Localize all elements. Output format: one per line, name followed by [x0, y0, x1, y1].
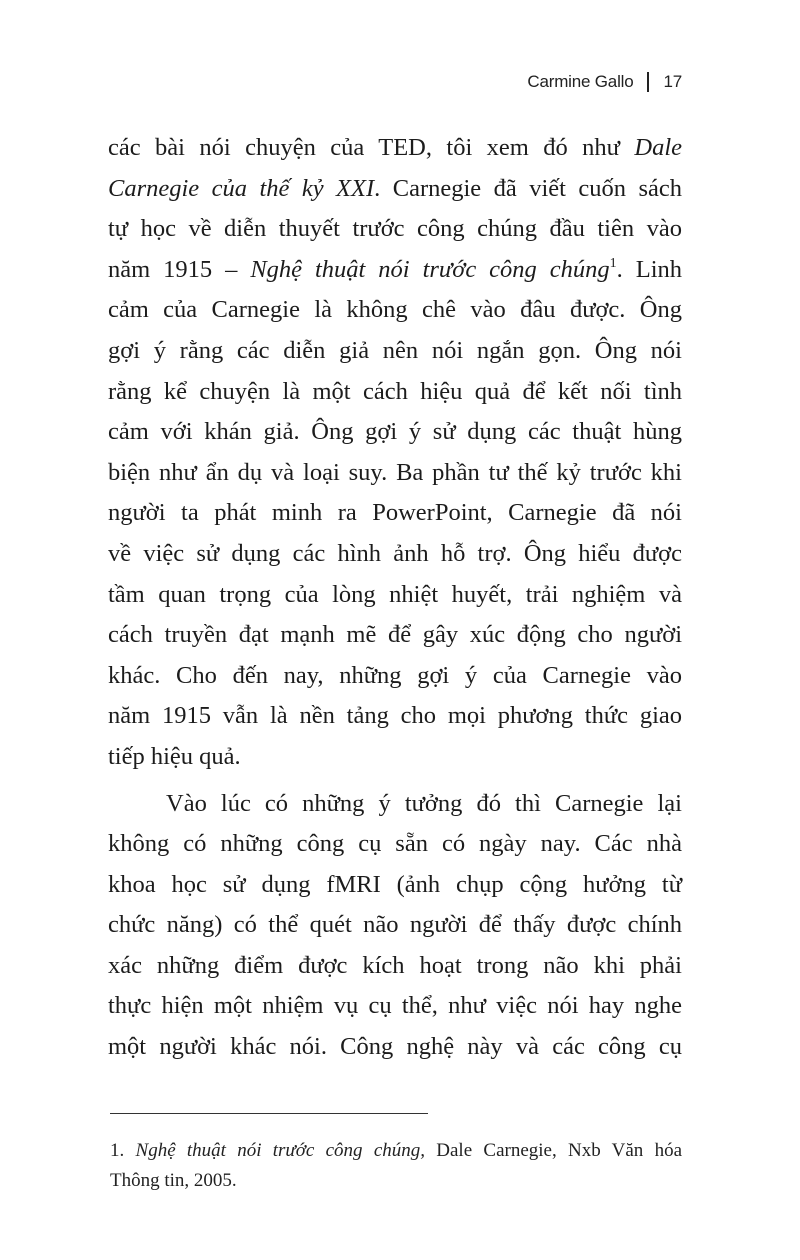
paragraph-1 [108, 128, 682, 778]
text-line: xác những điểm được kích hoạt trong não khi phải [108, 951, 682, 979]
text-line: rằng kể chuyện là một cách hiệu quả để kết nối tình [108, 377, 682, 405]
text-line: khoa học sử dụng fMRI (ảnh chụp cộng hưởng từ [108, 870, 682, 898]
text-line: gợi ý rằng các diễn giả nên nói ngắn gọn. Ông nói [108, 336, 682, 364]
text-line: cảm với khán giả. Ông gợi ý sử dụng các thuật hùng [108, 418, 682, 446]
text-line: các bài nói chuyện của TED, tôi xem đó như Dale [108, 134, 682, 161]
text-line: cách truyền đạt mạnh mẽ để gây xúc động cho người [108, 621, 682, 649]
text-line: một người khác nói. Công nghệ này và các công cụ [108, 1033, 682, 1061]
text-line: năm 1915 – Nghệ thuật nói trước công chúng$^1$. Linh [108, 255, 682, 283]
text-line: chức năng) có thể quét não người để thấy được chính [108, 911, 682, 939]
text-line: khác. Cho đến nay, những gợi ý của Carnegie vào [108, 661, 682, 689]
text-line: năm 1915 vẫn là nền tảng cho mọi phương thức giao [108, 702, 682, 730]
text-line: Vào lúc có những ý tưởng đó thì Carnegie lại [166, 789, 682, 817]
text-line: không có những công cụ sẵn có ngày nay. Các nhà [108, 830, 682, 858]
text-line: thực hiện một nhiệm vụ cụ thể, như việc nói hay nghe [108, 992, 682, 1020]
running-header [527, 72, 682, 92]
footnote-number: 1. [110, 1140, 125, 1161]
author-name: Carmine Gallo [527, 72, 634, 91]
text-line: tầm quan trọng của lòng nhiệt huyết, trải nghiệm và [108, 580, 682, 608]
text-line: tiếp hiệu quả. [108, 742, 241, 770]
footnote-line: Thông tin, 2005. [110, 1170, 237, 1191]
body-text [108, 128, 682, 1068]
paragraph-2 [108, 784, 682, 1068]
page-number: 17 [663, 72, 682, 91]
text-line: Carnegie của thế kỷ XXI. Carnegie đã viết cuốn sách [108, 174, 683, 202]
text-line: người ta phát minh ra PowerPoint, Carnegie đã nói [108, 499, 682, 527]
footnote-line: 1. Nghệ thuật nói trước công chúng, Dale Carnegie, Nxb Văn hóa [110, 1140, 682, 1161]
text-line: biện như ẩn dụ và loại suy. Ba phần tư thế kỷ trước khi [108, 458, 682, 486]
footnote-divider [110, 1113, 428, 1114]
text-line: cảm của Carnegie là không chê vào đâu được. Ông [108, 296, 682, 324]
header-separator [647, 72, 649, 92]
footnote [110, 1136, 682, 1196]
text-line: về việc sử dụng các hình ảnh hỗ trợ. Ông hiểu được [108, 539, 682, 567]
footnote-title: Nghệ thuật nói trước công chúng, [135, 1140, 426, 1161]
footnote-ref: 1 [609, 255, 617, 271]
text-line: tự học về diễn thuyết trước công chúng đầu tiên vào [108, 215, 682, 243]
